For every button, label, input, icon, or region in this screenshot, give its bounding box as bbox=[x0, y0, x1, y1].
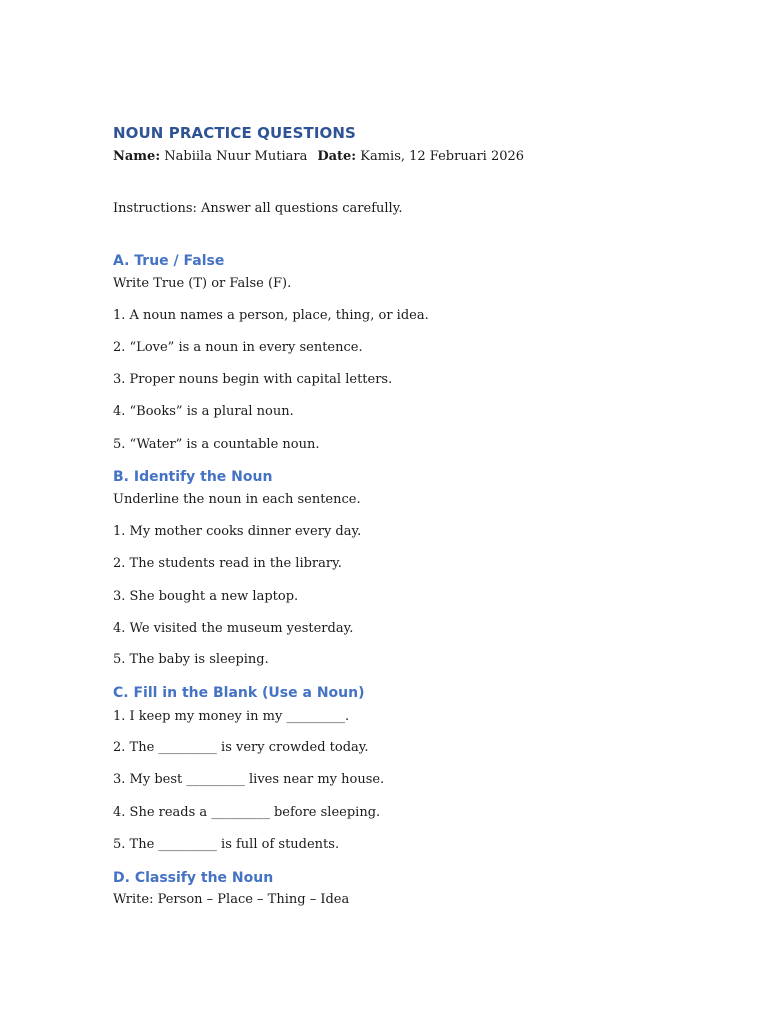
date-label: Date: bbox=[317, 149, 357, 164]
page-title: NOUN PRACTICE QUESTIONS bbox=[113, 124, 356, 142]
section-d-heading: D. Classify the Noun bbox=[113, 870, 274, 886]
section-d-subtitle: Write: Person – Place – Thing – Idea bbox=[113, 892, 350, 907]
name-value: Nabiila Nuur Mutiara bbox=[160, 149, 308, 164]
name-date-line bbox=[113, 148, 524, 166]
section-c-item: 3. My best _________ lives near my house. bbox=[113, 772, 385, 787]
name-label: Name: bbox=[113, 149, 161, 164]
section-a-item: 4. “Books” is a plural noun. bbox=[113, 404, 294, 419]
section-c-item: 4. She reads a _________ before sleeping. bbox=[113, 805, 381, 820]
date-value: Kamis, 12 Februari 2026 bbox=[356, 149, 525, 164]
section-b-item: 5. The baby is sleeping. bbox=[113, 652, 269, 667]
section-b-subtitle: Underline the noun in each sentence. bbox=[113, 492, 361, 507]
section-b-heading: B. Identify the Noun bbox=[113, 469, 273, 485]
section-c-item: 2. The _________ is very crowded today. bbox=[113, 740, 369, 755]
instructions-text: Instructions: Answer all questions carefully. bbox=[113, 201, 403, 216]
section-a-subtitle: Write True (T) or False (F). bbox=[113, 276, 292, 291]
section-b-item: 4. We visited the museum yesterday. bbox=[113, 621, 354, 636]
section-a-item: 3. Proper nouns begin with capital letters. bbox=[113, 372, 393, 387]
section-c-item: 5. The _________ is full of students. bbox=[113, 837, 340, 852]
section-c-heading: C. Fill in the Blank (Use a Noun) bbox=[113, 685, 365, 701]
section-c-item: 1. I keep my money in my _________. bbox=[113, 709, 350, 724]
section-a-item: 2. “Love” is a noun in every sentence. bbox=[113, 340, 363, 355]
section-b-item: 2. The students read in the library. bbox=[113, 556, 342, 571]
section-b-item: 3. She bought a new laptop. bbox=[113, 589, 299, 604]
section-b-item: 1. My mother cooks dinner every day. bbox=[113, 524, 362, 539]
section-a-heading: A. True / False bbox=[113, 253, 225, 269]
section-a-item: 5. “Water” is a countable noun. bbox=[113, 437, 320, 452]
section-a-item: 1. A noun names a person, place, thing, or idea. bbox=[113, 308, 429, 323]
